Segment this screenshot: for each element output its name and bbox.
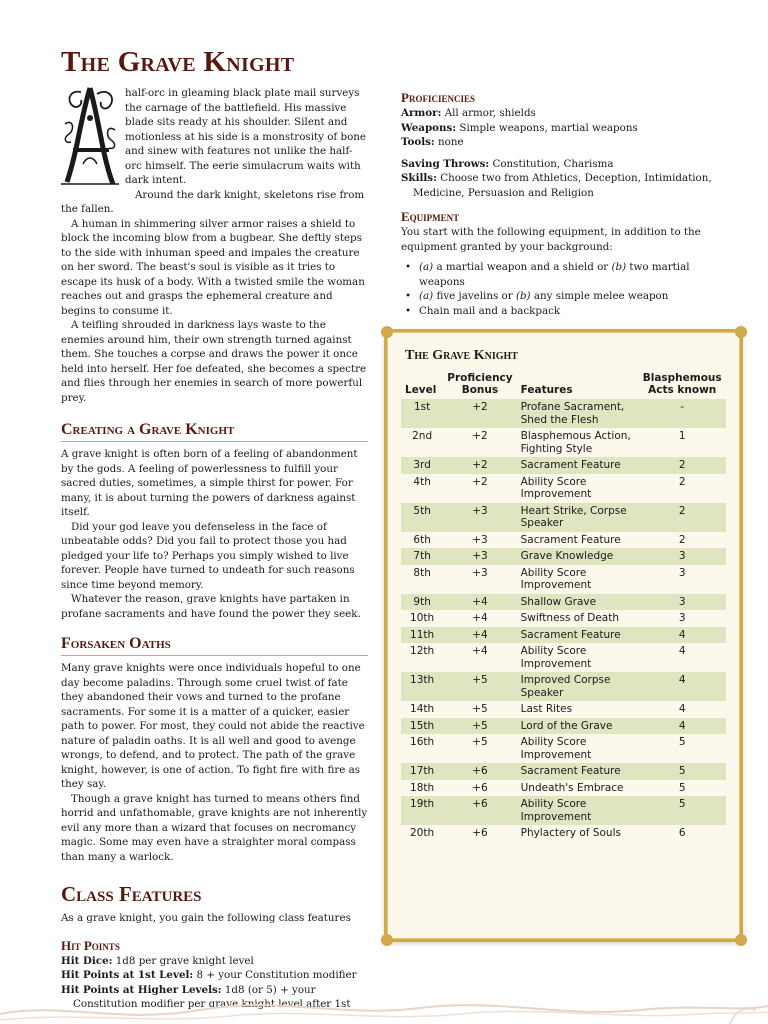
- proficiency-cell: +3: [443, 503, 516, 532]
- features-cell: Lord of the Grave: [517, 718, 639, 735]
- oaths-paragraph-2: Though a grave knight has turned to means others find horrid and unfathomable, grave knights are not inherently evil any more than a wizard that focuses on necromancy magic. Some may even have a straighter moral compass than many a warlock.: [61, 792, 368, 863]
- features-cell: Shallow Grave: [517, 594, 639, 611]
- acts-known-cell: 3: [638, 594, 726, 611]
- table-row: [401, 503, 726, 532]
- proficiency-cell: +6: [472, 827, 488, 839]
- acts-known-cell: 2: [638, 457, 726, 474]
- table-row: [401, 780, 726, 797]
- proficiency-cell: +2: [472, 475, 488, 488]
- page-border-swirl-icon: [0, 984, 768, 1024]
- proficiency-cell: +5: [472, 703, 488, 715]
- table-row: [401, 428, 726, 457]
- equipment-item: • (a) a martial weapon and a shield or (b) two martial weapons: [401, 260, 731, 289]
- table-row: [401, 594, 726, 611]
- weapons-value: Simple weapons, martial weapons: [459, 121, 638, 134]
- table-row: [401, 763, 726, 780]
- class-table-title: The Grave Knight: [405, 348, 518, 363]
- features-cell: Grave Knowledge: [517, 548, 639, 565]
- creating-heading: Creating a Grave Knight: [61, 421, 368, 442]
- level-cell: 19th: [401, 796, 443, 825]
- acts-known-cell: 1: [678, 430, 686, 442]
- acts-known-cell: 3: [638, 548, 726, 565]
- skills-line: [401, 171, 731, 200]
- proficiency-cell: +4: [472, 612, 488, 624]
- acts-known-cell: 4: [638, 672, 726, 701]
- table-row: [401, 399, 726, 428]
- armor-label: Armor:: [401, 107, 442, 119]
- equipment-item: • (a) five javelins or (b) any simple melee weapon: [401, 289, 731, 304]
- features-cell: Blasphemous Action, Fighting Style: [520, 430, 631, 455]
- intro-paragraph-3: A human in shimmering silver armor raises a shield to block the incoming blow from a bugbear. She deftly steps to the side with inhuman speed and impales the creature on her sword. The beast's soul is visible as it tries to escape its husk of a body. With a twisted smile the woman reaches out and grasps the ephemeral creature and begins to consume it.: [61, 217, 365, 317]
- equipment-item: • Chain mail and a backpack: [401, 304, 731, 319]
- proficiency-cell: +3: [443, 548, 516, 565]
- table-row: [401, 701, 726, 718]
- acts-known-cell: 3: [678, 612, 686, 624]
- frame-corner-ornament: [735, 934, 747, 946]
- acts-known-cell: 5: [638, 796, 726, 825]
- level-cell: 6th: [413, 533, 431, 546]
- hp-first-label: Hit Points at 1st Level:: [61, 969, 194, 981]
- intro-paragraph-4: A teifling shrouded in darkness lays waste to the enemies around him, their own strength turned against them. She touches a corpse and draws the power it once held into herself. Her foe defeated, she becomes a spectre and flies through her enemies in search of more powerful prey.: [61, 319, 367, 404]
- acts-known-cell: 4: [678, 703, 686, 715]
- level-cell: 15th: [401, 718, 443, 735]
- level-cell: 18th: [410, 781, 435, 794]
- header-acts-known: Blasphemous Acts known: [642, 372, 722, 396]
- acts-known-cell: 2: [678, 475, 686, 488]
- hit-dice-line: [61, 954, 368, 969]
- features-cell: Sacrament Feature: [517, 763, 639, 780]
- table-row: [401, 643, 726, 672]
- table-row: [401, 825, 726, 842]
- acts-known-cell: 2: [638, 503, 726, 532]
- level-cell: 17th: [401, 763, 443, 780]
- header-level: Level: [405, 384, 437, 396]
- features-cell: Ability Score Improvement: [520, 475, 592, 500]
- features-cell: Ability Score Improvement: [520, 566, 592, 591]
- hp-first-line: [61, 968, 368, 983]
- proficiency-cell: +2: [472, 430, 488, 442]
- acts-known-cell: 6: [678, 827, 686, 839]
- proficiency-cell: +3: [472, 533, 488, 546]
- features-cell: Last Rites: [520, 703, 573, 715]
- acts-known-cell: 3: [678, 566, 686, 579]
- table-body: [401, 399, 726, 842]
- weapons-line: [401, 121, 731, 136]
- features-cell: Ability Score Improvement: [520, 736, 592, 761]
- oaths-heading: Forsaken Oaths: [61, 635, 368, 656]
- table-row: [401, 548, 726, 565]
- level-cell: 20th: [410, 827, 435, 839]
- hit-dice-label: Hit Dice:: [61, 954, 113, 967]
- acts-known-cell: 2: [678, 533, 686, 546]
- header-features: Features: [520, 384, 573, 396]
- creating-paragraph-2: Did your god leave you defenseless in the face of unbeatable odds? Did you fail to protect those you had pledged your life to? Perhaps you simply wished to live forever. People have turned to undeath for such reasons since time beyond memory.: [61, 520, 355, 591]
- proficiency-cell: +3: [472, 566, 488, 579]
- features-cell: Swiftness of Death: [520, 612, 620, 624]
- frame-corner-ornament: [381, 326, 393, 338]
- table-row: [401, 532, 726, 549]
- equipment-intro: You start with the following equipment, in addition to the equipment granted by your background:: [401, 226, 701, 253]
- table-row: [401, 627, 726, 644]
- level-cell: 11th: [401, 627, 443, 644]
- intro-paragraph-1: half-orc in gleaming black plate mail surveys the carnage of the battlefield. His massive blade sits ready at his shoulder. Silent and motionless at his side is a monstrosity of bone and sinew with features not unlike the half-orc himself. The eerie simulacrum waits with dark intent.: [125, 87, 367, 186]
- saves-line: [401, 157, 731, 172]
- proficiency-cell: +5: [443, 672, 516, 701]
- level-cell: 8th: [413, 566, 431, 579]
- acts-known-cell: 5: [678, 736, 686, 748]
- hit-dice-value: 1d8 per grave knight level: [115, 954, 254, 967]
- tools-label: Tools:: [401, 136, 435, 148]
- level-cell: 10th: [410, 612, 435, 624]
- acts-known-cell: 5: [678, 781, 686, 794]
- proficiencies-heading: Proficiencies: [401, 90, 475, 105]
- features-cell: Heart Strike, Corpse Speaker: [517, 503, 639, 532]
- proficiency-cell: +4: [443, 627, 516, 644]
- acts-known-cell: -: [638, 399, 726, 428]
- ornate-drop-cap-icon: [61, 84, 119, 189]
- acts-known-cell: 4: [638, 718, 726, 735]
- frame-corner-ornament: [381, 934, 393, 946]
- intro-section: [61, 86, 368, 405]
- armor-line: [401, 106, 731, 121]
- skills-value: Choose two from Athletics, Deception, Intimidation, Medicine, Persuasion and Religion: [413, 172, 712, 199]
- features-cell: Ability Score Improvement: [517, 796, 639, 825]
- proficiency-cell: +2: [443, 457, 516, 474]
- table-row: [401, 672, 726, 701]
- proficiency-cell: +5: [472, 736, 488, 748]
- class-features-heading: Class Features: [61, 882, 202, 906]
- table-row: [401, 610, 726, 627]
- level-cell: 5th: [401, 503, 443, 532]
- table-row: [401, 734, 726, 763]
- equipment-list: [401, 260, 731, 318]
- proficiency-cell: +2: [443, 399, 516, 428]
- features-cell: Ability Score Improvement: [520, 645, 592, 670]
- saves-label: Saving Throws:: [401, 157, 490, 170]
- features-cell: Sacrament Feature: [517, 457, 639, 474]
- features-cell: Profane Sacrament, Shed the Flesh: [517, 399, 639, 428]
- proficiency-cell: +6: [443, 796, 516, 825]
- proficiency-cell: +4: [443, 594, 516, 611]
- level-cell: 16th: [410, 736, 435, 748]
- features-cell: Phylactery of Souls: [520, 827, 621, 839]
- features-cell: Sacrament Feature: [517, 627, 639, 644]
- class-progression-table: [401, 372, 726, 842]
- acts-known-cell: 5: [638, 763, 726, 780]
- intro-paragraph-2: Around the dark knight, skeletons rise from the fallen.: [61, 188, 365, 215]
- drop-cap: [61, 84, 119, 189]
- features-cell: Improved Corpse Speaker: [517, 672, 639, 701]
- skills-label: Skills:: [401, 172, 437, 184]
- hit-points-heading: Hit Points: [61, 937, 120, 953]
- table-row: [401, 718, 726, 735]
- oaths-paragraph-1: Many grave knights were once individuals hopeful to one day become paladins. Through some cruel twist of fate they abandoned their vows and turned to the profane sacraments. For some it is a matter of a quicker, easier path to power. For most, they could not abide the reactive nature of paladin oaths. It is all well and good to avenge wrongs, to defend, and to protect. The path of the grave knight, however, is one of action. To fight fire with fire as they say.: [61, 662, 365, 790]
- table-row: [401, 474, 726, 503]
- armor-value: All armor, shields: [444, 107, 536, 119]
- left-column: [61, 86, 368, 1012]
- right-column: [401, 90, 731, 318]
- tools-line: [401, 135, 731, 150]
- level-cell: 7th: [401, 548, 443, 565]
- tools-value: none: [438, 136, 464, 148]
- level-cell: 13th: [401, 672, 443, 701]
- proficiency-cell: +6: [443, 763, 516, 780]
- header-proficiency: Proficiency Bonus: [447, 372, 513, 396]
- acts-known-cell: 4: [678, 645, 686, 657]
- equipment-heading: Equipment: [401, 209, 460, 224]
- level-cell: 9th: [401, 594, 443, 611]
- acts-known-cell: 4: [638, 627, 726, 644]
- level-cell: 4th: [413, 475, 431, 488]
- level-cell: 14th: [410, 703, 435, 715]
- table-header-row: [401, 372, 726, 399]
- creating-paragraph-1: A grave knight is often born of a feeling of abandonment by the gods. A feeling of powerlessness to fulfill your sacred duties, sometimes, a simple thirst for power. For many, it is about turning the powers of darkness against itself.: [61, 448, 358, 518]
- table-row: [401, 796, 726, 825]
- saves-value: Constitution, Charisma: [492, 157, 614, 170]
- frame-corner-ornament: [735, 326, 747, 338]
- creating-paragraph-3: Whatever the reason, grave knights have partaken in profane sacraments and have found the power they seek.: [61, 593, 361, 620]
- proficiency-cell: +4: [472, 645, 488, 657]
- proficiency-cell: +5: [443, 718, 516, 735]
- features-cell: Sacrament Feature: [520, 533, 621, 546]
- class-features-intro: As a grave knight, you gain the following class features: [61, 912, 351, 924]
- level-cell: 2nd: [412, 430, 433, 442]
- level-cell: 1st: [401, 399, 443, 428]
- features-cell: Undeath's Embrace: [520, 781, 624, 794]
- level-cell: 3rd: [401, 457, 443, 474]
- level-cell: 12th: [410, 645, 435, 657]
- page-title: The Grave Knight: [61, 46, 295, 78]
- hp-higher-value: 1d8 (or 5) + your Constitution modifier per grave knight level after 1st: [73, 983, 351, 1010]
- proficiency-cell: +6: [472, 781, 488, 794]
- hp-higher-label: Hit Points at Higher Levels:: [61, 983, 222, 996]
- hp-first-value: 8 + your Constitution modifier: [196, 969, 357, 981]
- table-row: [401, 457, 726, 474]
- weapons-label: Weapons:: [401, 121, 457, 134]
- table-row: [401, 565, 726, 594]
